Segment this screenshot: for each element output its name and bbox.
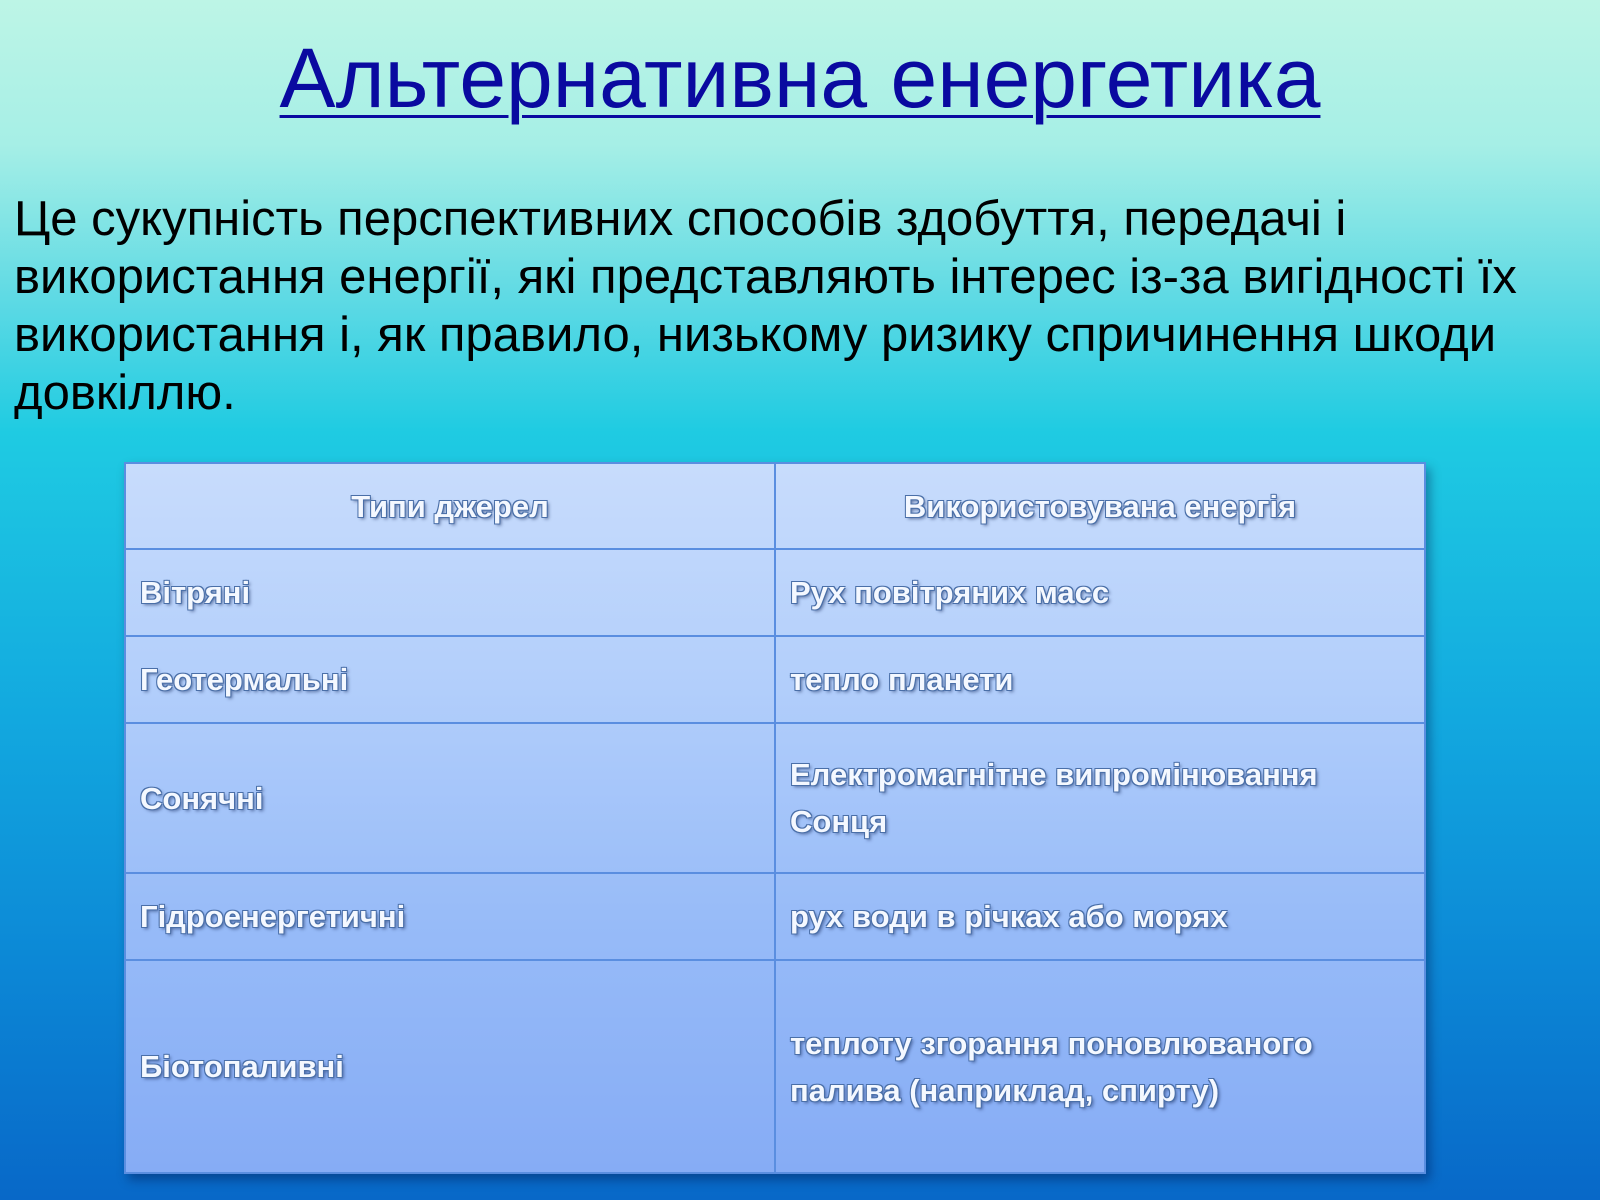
energy-used-cell: Електромагнітне випромінювання Сонця <box>775 723 1425 873</box>
source-type-cell: Геотермальні <box>125 636 775 723</box>
table-row <box>125 549 1425 636</box>
table-row <box>125 723 1425 873</box>
header-source-types: Типи джерел <box>125 463 775 549</box>
intro-paragraph: Це сукупність перспективних способів здобуття, передачі і використання енергії, які представляють інтерес із-за вигідності їх використання і, як правило, низькому ризику спричинення шкоди довкіллю. <box>14 192 1517 420</box>
table-row <box>125 873 1425 960</box>
energy-table-grid <box>124 462 1426 1174</box>
energy-sources-table <box>124 462 1426 1174</box>
source-type-cell: Сонячні <box>125 723 775 873</box>
source-type-cell: Гідроенергетичні <box>125 873 775 960</box>
source-type-cell: Біотопаливні <box>125 960 775 1173</box>
slide-title: Альтернативна енергетика <box>279 31 1321 125</box>
table-row <box>125 960 1425 1173</box>
energy-used-cell: Рух повітряних масс <box>775 549 1425 636</box>
source-type-cell: Вітряні <box>125 549 775 636</box>
energy-used-cell: теплоту згорання поновлюваного палива (наприклад, спирту) <box>775 960 1425 1173</box>
header-energy-used: Використовувана енергія <box>775 463 1425 549</box>
energy-used-cell: тепло планети <box>775 636 1425 723</box>
energy-used-cell: рух води в річках або морях <box>775 873 1425 960</box>
table-row <box>125 636 1425 723</box>
table-header-row <box>125 463 1425 549</box>
